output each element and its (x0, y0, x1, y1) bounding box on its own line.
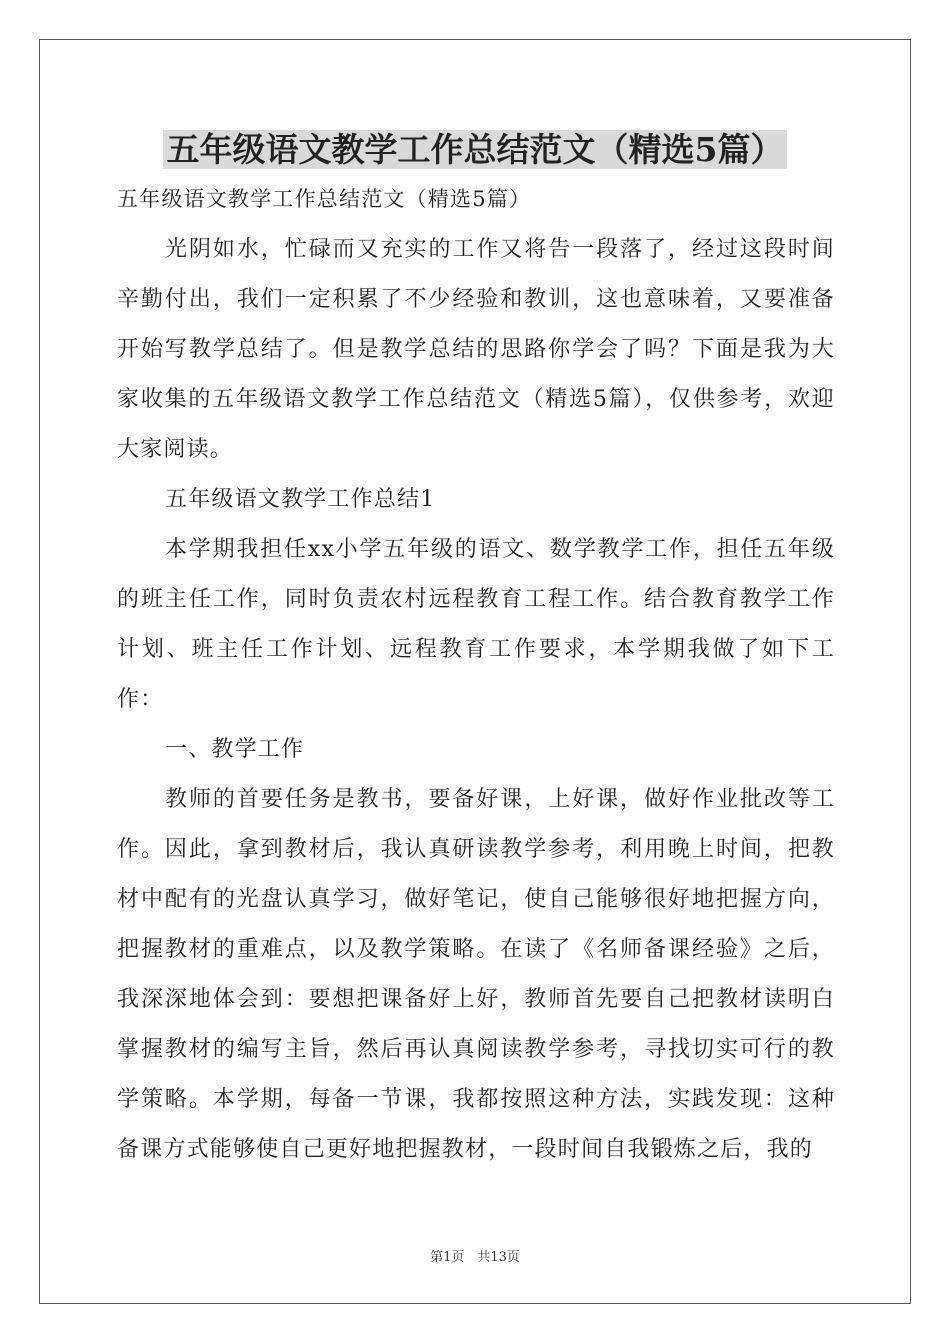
section-heading-teaching: 一、教学工作 (165, 737, 305, 762)
document-title-text: 五年级语文教学工作总结范文（精选5篇） (163, 130, 788, 169)
document-subtitle: 五年级语文教学工作总结范文（精选5篇） (117, 187, 532, 211)
page-number: 第1页 共13页 (430, 1250, 520, 1265)
section-heading-1: 五年级语文教学工作总结1 (165, 487, 436, 512)
paragraph-intro: 光阴如水，忙碌而又充实的工作又将告一段落了，经过这段时间辛勤付出，我们一定积累了不少经验和教训，这也意味着，又要准备开始写教学总结了。但是教学总结的思路你学会了吗？下面是我为大家收集的五年级语文教学工作总结范文（精选5篇），仅供参考，欢迎大家阅读。 (117, 237, 835, 462)
paragraph-duties: 本学期我担任xx小学五年级的语文、数学教学工作，担任五年级的班主任工作，同时负责农村远程教育工程工作。结合教育教学工作计划、班主任工作计划、远程教育工作要求，本学期我做了如下工作： (117, 537, 835, 712)
paragraph-teaching: 教师的首要任务是教书，要备好课，上好课，做好作业批改等工作。因此，拿到教材后，我认真研读教学参考，利用晚上时间，把教材中配有的光盘认真学习，做好笔记，使自己能够很好地把握方向，把握教材的重难点，以及教学策略。在读了《名师备课经验》之后，我深深地体会到：要想把课备好上好，教师首先要自己把教材读明白掌握教材的编写主旨，然后再认真阅读教学参考，寻找切实可行的教学策略。本学期，每备一节课，我都按照这种方法，实践发现：这种备课方式能够使自己更好地把握教材，一段时间自我锻炼之后，我的 (117, 787, 835, 1162)
document-title (0, 126, 950, 174)
document-body (117, 178, 835, 1175)
